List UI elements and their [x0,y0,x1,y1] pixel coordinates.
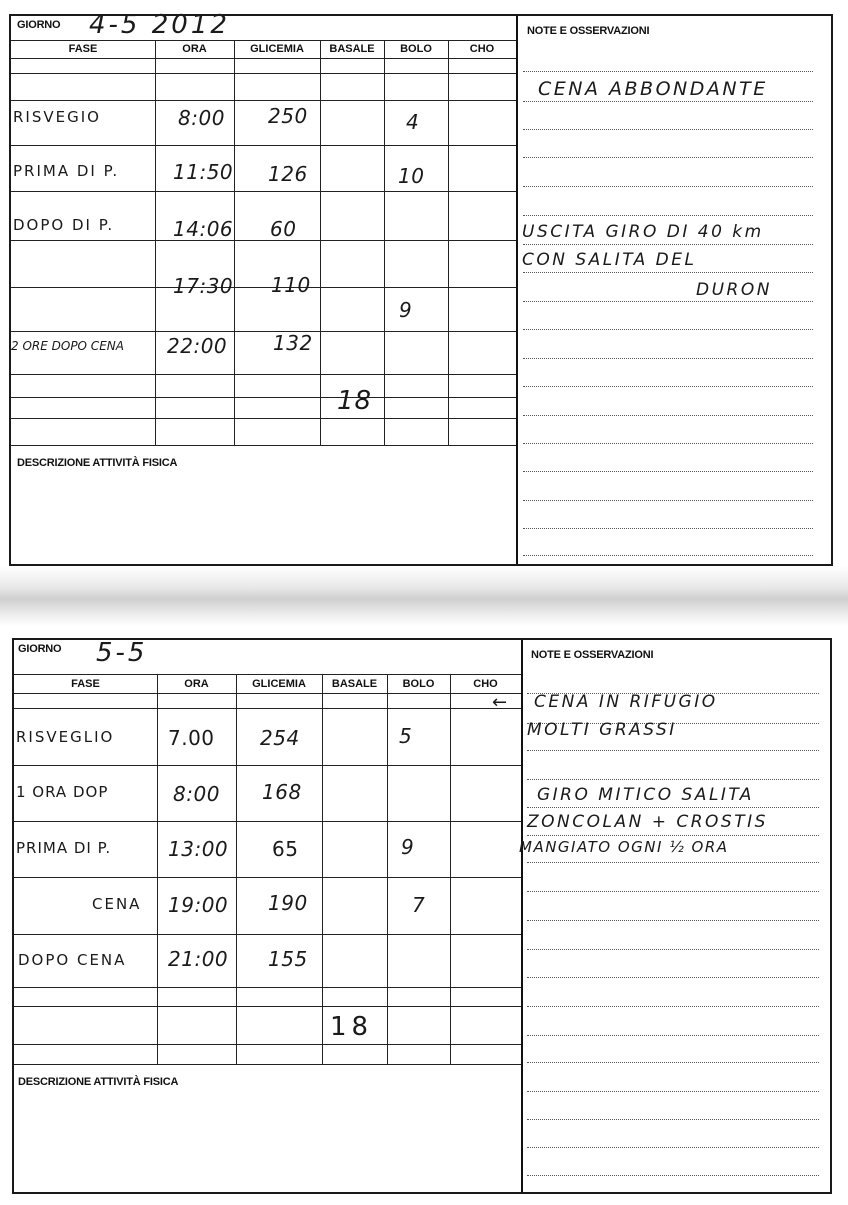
bolo-cell: 10 [398,164,425,188]
glicemia-cell: 250 [268,104,308,128]
col-basale: BASALE [331,678,378,690]
col-cho: CHO [469,43,495,55]
rule [14,674,521,675]
note-line [527,977,819,978]
rule [11,100,516,101]
rule [14,987,521,988]
col-rule [448,40,449,445]
note-line [527,862,819,863]
col-glicemia: GLICEMIA [250,43,304,55]
basale-cell: 18 [337,386,373,416]
rule [11,73,516,74]
note-line [523,500,813,501]
rule [11,287,516,288]
note-line [523,129,813,130]
giorno-label: GIORNO [18,643,62,655]
basale-cell: 18 [330,1012,374,1042]
note-text: DURON [696,280,772,300]
note-line [523,386,813,387]
ora-cell: 7.00 [168,726,215,750]
note-line [523,244,813,245]
note-line [527,1119,819,1120]
rule [11,445,516,446]
arrow-left-icon: ← [492,692,508,713]
glicemia-cell: 60 [270,217,297,241]
note-text: CENA ABBONDANTE [538,78,768,100]
note-line [523,215,813,216]
fase-cell: DOPO CENA [18,951,127,969]
glicemia-cell: 65 [272,837,299,861]
ora-cell: 14:06 [173,217,234,241]
glicemia-cell: 132 [273,331,313,355]
note-text: MOLTI GRASSI [527,720,677,740]
col-rule [450,674,451,1064]
rule [11,145,516,146]
note-line [523,301,813,302]
note-text: MANGIATO OGNI ½ ORA [519,838,729,856]
fase-cell: CENA [92,895,142,913]
rule [11,40,516,41]
note-line [527,807,819,808]
rule [14,765,521,766]
note-line [527,1006,819,1007]
note-line [523,272,813,273]
note-line [527,920,819,921]
rule [14,821,521,822]
col-rule [322,674,323,1064]
glicemia-cell: 155 [268,947,308,971]
note-line [523,528,813,529]
ora-cell: 21:00 [168,947,229,971]
note-line [523,555,813,556]
rule [11,58,516,59]
glicemia-cell: 190 [268,891,308,915]
note-line [527,1062,819,1063]
note-line [527,1175,819,1176]
note-line [523,415,813,416]
col-fase: FASE [71,678,100,690]
fase-cell: PRIMA DI P. [13,162,120,180]
note-line [527,779,819,780]
note-line [523,329,813,330]
rule [11,331,516,332]
rule [11,418,516,419]
note-line [527,1035,819,1036]
note-label: NOTE E OSSERVAZIONI [527,25,650,37]
rule [14,1064,521,1065]
attivita-label: DESCRIZIONE ATTIVITÀ FISICA [17,457,178,469]
rule [11,397,516,398]
note-line [523,101,813,102]
note-text: GIRO MITICO SALITA [537,785,754,805]
rule [14,708,521,709]
attivita-label: DESCRIZIONE ATTIVITÀ FISICA [18,1076,179,1088]
rule [11,240,516,241]
bolo-cell: 9 [399,298,413,322]
col-rule [155,40,156,445]
notes-divider [521,640,523,1192]
col-bolo: BOLO [400,43,432,55]
rule [14,934,521,935]
rule [14,1044,521,1045]
notes-divider [516,16,518,564]
ora-cell: 8:00 [173,782,220,806]
ora-cell: 13:00 [168,837,229,861]
note-line [527,1147,819,1148]
note-text: CON SALITA DEL [522,250,697,270]
note-line [523,471,813,472]
col-rule [387,674,388,1064]
col-glicemia: GLICEMIA [252,678,306,690]
note-line [523,157,813,158]
ora-cell: 19:00 [168,893,229,917]
ora-cell: 8:00 [178,106,225,130]
giorno-value: 5-5 [96,638,148,668]
glicemia-cell: 168 [262,780,302,804]
ora-cell: 11:50 [173,160,234,184]
giorno-value: 4-5 2012 [89,10,230,40]
fase-cell: PRIMA DI P. [16,839,112,857]
note-line [527,891,819,892]
bolo-cell: 5 [399,724,413,748]
col-rule [157,674,158,1064]
col-ora: ORA [184,678,209,690]
glicemia-cell: 110 [271,273,311,297]
glicemia-cell: 126 [268,162,308,186]
diary-card-day-2 [12,638,832,1194]
col-bolo: BOLO [402,678,435,690]
note-text: USCITA GIRO DI 40 km [522,222,764,242]
note-text: ZONCOLAN + CROSTIS [527,812,768,832]
note-line [523,186,813,187]
note-line [527,1091,819,1092]
fase-cell: RISVEGIO [13,108,101,126]
note-line [527,949,819,950]
rule [14,693,521,694]
col-rule [234,40,235,445]
rule [14,1006,521,1007]
bolo-cell: 9 [401,835,415,859]
note-line [527,835,819,836]
note-text: CENA IN RIFUGIO [534,692,718,712]
rule [14,877,521,878]
ora-cell: 17:30 [173,274,234,298]
col-rule [236,674,237,1064]
page-fold-shadow [0,566,848,626]
note-line [523,71,813,72]
col-ora: ORA [182,43,207,55]
col-fase: FASE [68,43,98,55]
col-basale: BASALE [329,43,375,55]
rule [11,374,516,375]
fase-cell: 1 ORA DOP [16,783,109,801]
note-label: NOTE E OSSERVAZIONI [531,649,654,661]
note-line [523,358,813,359]
giorno-label: GIORNO [17,19,61,31]
fase-cell: DOPO DI P. [13,216,115,234]
col-rule [320,40,321,445]
ora-cell: 22:00 [167,334,228,358]
fase-cell: RISVEGLIO [16,728,115,746]
fase-cell: 2 ORE DOPO CENA [11,339,124,353]
rule [11,191,516,192]
glicemia-cell: 254 [260,726,300,750]
col-rule [384,40,385,445]
bolo-cell: 4 [406,110,420,134]
note-line [523,443,813,444]
note-line [527,750,819,751]
col-cho: CHO [473,678,498,690]
diary-card-day-1 [9,10,833,566]
bolo-cell: 7 [412,893,426,917]
